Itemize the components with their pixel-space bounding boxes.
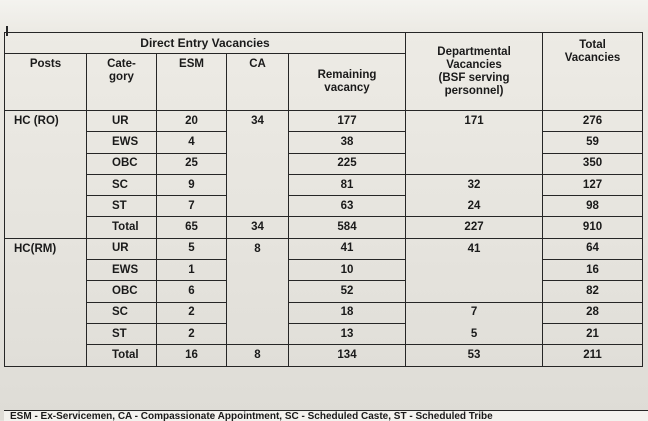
post-cell: HC(RM) — [5, 238, 87, 366]
total-cell: 350 — [543, 153, 643, 174]
total-cell: 276 — [543, 111, 643, 132]
category-cell: OBC — [87, 281, 157, 302]
esm-cell: 2 — [157, 323, 227, 344]
esm-cell: 4 — [157, 132, 227, 153]
remaining-cell: 13 — [289, 323, 406, 344]
table-row — [5, 111, 643, 132]
category-cell: ST — [87, 323, 157, 344]
esm-cell: 16 — [157, 345, 227, 366]
category-cell: Total — [87, 345, 157, 366]
remaining-cell: 81 — [289, 174, 406, 195]
departmental-cell: 227 — [406, 217, 543, 238]
category-cell: UR — [87, 111, 157, 132]
esm-cell: 65 — [157, 217, 227, 238]
footnote: ESM - Ex-Servicemen, CA - Compassionate Appointment, SC - Scheduled Caste, ST - Scheduled Tribe — [4, 410, 648, 421]
remaining-cell: 41 — [289, 238, 406, 259]
total-row — [5, 217, 643, 238]
ca-header: CA — [227, 54, 289, 111]
category-cell: OBC — [87, 153, 157, 174]
category-cell: SC — [87, 302, 157, 323]
departmental-cell: 7 — [406, 302, 543, 323]
departmental-cell: 171 — [406, 111, 543, 175]
ca-cell: 34 — [227, 217, 289, 238]
header-row-top — [5, 33, 643, 54]
category-cell: EWS — [87, 132, 157, 153]
category-cell: ST — [87, 196, 157, 217]
esm-cell: 1 — [157, 260, 227, 281]
departmental-cell: 41 — [406, 238, 543, 302]
category-cell: SC — [87, 174, 157, 195]
total-cell: 127 — [543, 174, 643, 195]
posts-header: Posts — [5, 54, 87, 111]
table-row — [5, 174, 643, 195]
total-cell: 21 — [543, 323, 643, 344]
table-row — [5, 196, 643, 217]
ca-cell: 8 — [227, 345, 289, 366]
departmental-cell: 5 — [406, 323, 543, 344]
table-row — [5, 153, 643, 174]
ca-cell: 8 — [227, 238, 289, 344]
vacancy-table — [4, 32, 643, 367]
esm-cell: 5 — [157, 238, 227, 259]
remaining-cell: 10 — [289, 260, 406, 281]
departmental-header: Departmental Vacancies (BSF serving personnel) — [406, 33, 543, 111]
total-cell: 211 — [543, 345, 643, 366]
total-cell: 28 — [543, 302, 643, 323]
remaining-cell: 134 — [289, 345, 406, 366]
post-cell: HC (RO) — [5, 111, 87, 239]
direct-entry-header: Direct Entry Vacancies — [5, 33, 406, 54]
remaining-cell: 52 — [289, 281, 406, 302]
remaining-cell: 177 — [289, 111, 406, 132]
total-cell: 82 — [543, 281, 643, 302]
total-cell: 16 — [543, 260, 643, 281]
esm-cell: 7 — [157, 196, 227, 217]
table-row — [5, 238, 643, 259]
page-top-margin — [0, 0, 648, 32]
remaining-cell: 584 — [289, 217, 406, 238]
remaining-cell: 18 — [289, 302, 406, 323]
category-cell: Total — [87, 217, 157, 238]
esm-header: ESM — [157, 54, 227, 111]
esm-cell: 20 — [157, 111, 227, 132]
total-vacancies-header: Total Vacancies — [543, 33, 643, 111]
table-row — [5, 260, 643, 281]
table-row — [5, 281, 643, 302]
departmental-cell: 24 — [406, 196, 543, 217]
category-cell: EWS — [87, 260, 157, 281]
esm-cell: 2 — [157, 302, 227, 323]
category-cell: UR — [87, 238, 157, 259]
departmental-cell: 53 — [406, 345, 543, 366]
total-cell: 910 — [543, 217, 643, 238]
vacancy-table-frame — [4, 32, 646, 410]
departmental-cell: 32 — [406, 174, 543, 195]
ca-cell: 34 — [227, 111, 289, 217]
remaining-header: Remaining vacancy — [289, 54, 406, 111]
total-cell: 64 — [543, 238, 643, 259]
remaining-cell: 63 — [289, 196, 406, 217]
total-cell: 98 — [543, 196, 643, 217]
total-cell: 59 — [543, 132, 643, 153]
esm-cell: 9 — [157, 174, 227, 195]
remaining-cell: 225 — [289, 153, 406, 174]
table-row — [5, 323, 643, 344]
remaining-cell: 38 — [289, 132, 406, 153]
esm-cell: 25 — [157, 153, 227, 174]
category-header: Cate- gory — [87, 54, 157, 111]
esm-cell: 6 — [157, 281, 227, 302]
table-row — [5, 132, 643, 153]
total-row — [5, 345, 643, 366]
table-row — [5, 302, 643, 323]
